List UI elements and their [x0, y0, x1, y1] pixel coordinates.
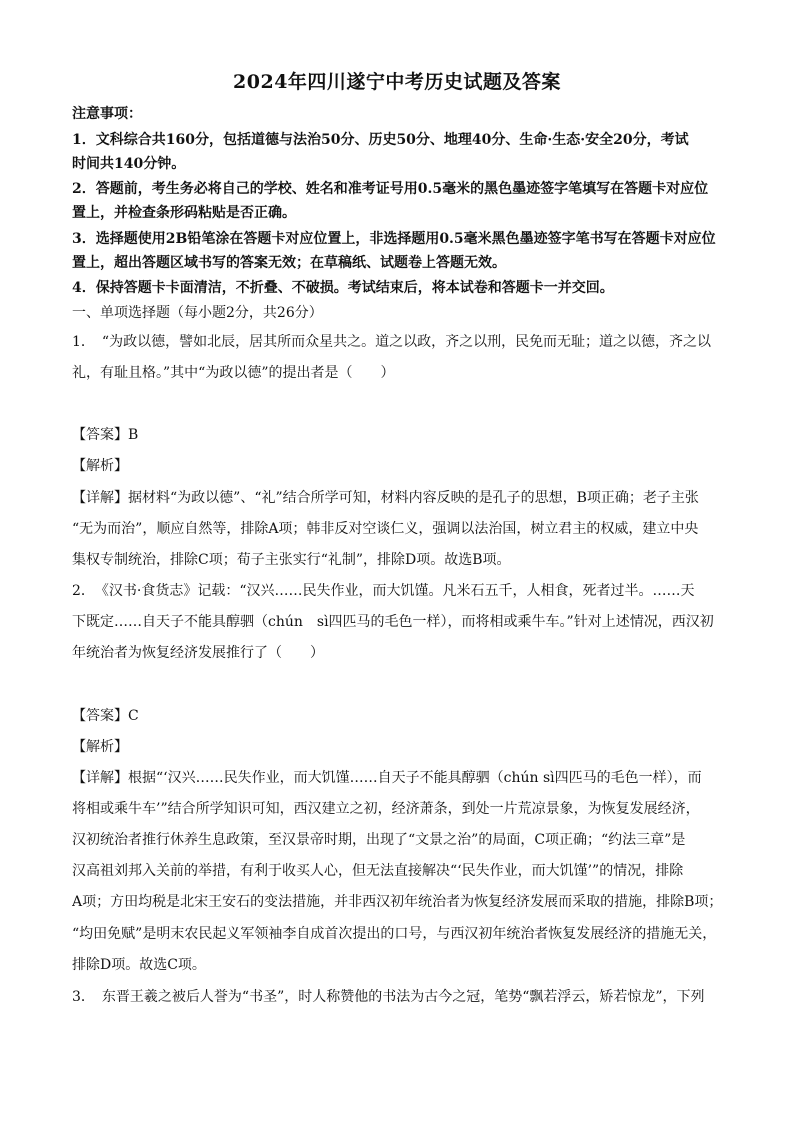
question-2-detail: 【详解】根据“‘汉兴……民失作业，而大饥馑……自天子不能具醇驷（chún sì四匹马的毛色一样），而	[72, 770, 702, 786]
question-2-stem: 年统治者为恢复经济发展推行了（ ）	[72, 645, 324, 661]
notes-line: 1．文科综合共160分，包括道德与法治50分、历史50分、地理40分、生命·生态·安全20分，考试	[72, 132, 689, 148]
question-2-answer: 【答案】C	[72, 708, 139, 724]
notes-line: 时间共140分钟。	[72, 156, 186, 172]
question-1-stem: 礼，有耻且格。”其中“为政以德”的提出者是（ ）	[72, 365, 395, 381]
question-2-stem: 下既定……自天子不能具醇驷（chún sì四匹马的毛色一样），而将相或乘牛车。”针对上述情况，西汉初	[72, 614, 714, 630]
question-2-detail: “均田免赋”是明末农民起义军领袖李自成首次提出的口号，与西汉初年统治者恢复发展经济的措施无关，	[72, 926, 717, 942]
notes-line: 3．选择题使用2B铅笔涂在答题卡对应位置上，非选择题用0.5毫米黑色墨迹签字笔书写在答题卡对应位	[72, 231, 716, 247]
notes-heading: 注意事项：	[72, 106, 142, 122]
question-1-detail: “无为而治”，顺应自然等，排除A项；韩非反对空谈仁义，强调以法治国，树立君主的权威，建立中央	[72, 521, 699, 537]
question-2-detail: 排除D项。故选C项。	[72, 957, 206, 973]
notes-line: 4．保持答题卡卡面清洁，不折叠、不破损。考试结束后，将本试卷和答题卡一并交回。	[72, 280, 614, 296]
question-1-detail: 【详解】据材料“为政以德”、“礼”结合所学可知，材料内容反映的是孔子的思想，B项正确；老子主张	[72, 490, 699, 506]
question-1-detail: 集权专制统治，排除C项；荀子主张实行“礼制”，排除D项。故选B项。	[72, 552, 511, 568]
question-2-detail: A项；方田均税是北宋王安石的变法措施，并非西汉初年统治者为恢复经济发展而采取的措施，排除B项；	[72, 894, 723, 910]
notes-line: 置上，超出答题区域书写的答案无效；在草稿纸、试题卷上答题无效。	[72, 255, 506, 271]
question-1-answer: 【答案】B	[72, 427, 139, 443]
question-3-stem: 3． 东晋王羲之被后人誉为“书圣”，时人称赞他的书法为古今之冠，笔势“飘若浮云，矫若惊龙”，下列	[72, 989, 705, 1005]
notes-line: 2．答题前，考生务必将自己的学校、姓名和准考证号用0.5毫米的黑色墨迹签字笔填写在答题卡对应位	[72, 181, 709, 197]
question-2-stem: 2． 《汉书·食货志》记载：“汉兴……民失作业，而大饥馑。凡米石五千，人相食，死者过半。……天	[72, 583, 695, 599]
section-heading: 一、单项选择题（每小题2分，共26分）	[72, 305, 323, 321]
notes-line: 置上，并检查条形码粘贴是否正确。	[72, 205, 296, 221]
question-2-detail: 汉高祖刘邦入关前的举措，有利于收买人心，但无法直接解决“‘民失作业，而大饥馑’”的情况，排除	[72, 863, 684, 879]
question-2-detail: 汉初统治者推行休养生息政策，至汉景帝时期，出现了“文景之治”的局面，C项正确；“约法三章”是	[72, 832, 686, 848]
question-1-analysis-label: 【解析】	[72, 458, 128, 474]
question-1-stem: 1． “为政以德，譬如北辰，居其所而众星共之。道之以政，齐之以刑，民免而无耻；道之以德，齐之以	[72, 334, 712, 350]
question-2-analysis-label: 【解析】	[72, 739, 128, 755]
page-title: 2024年四川遂宁中考历史试题及答案	[233, 71, 561, 93]
question-2-detail: 将相或乘牛车’”结合所学知识可知，西汉建立之初，经济萧条，到处一片荒凉景象，为恢复发展经济，	[72, 801, 700, 817]
